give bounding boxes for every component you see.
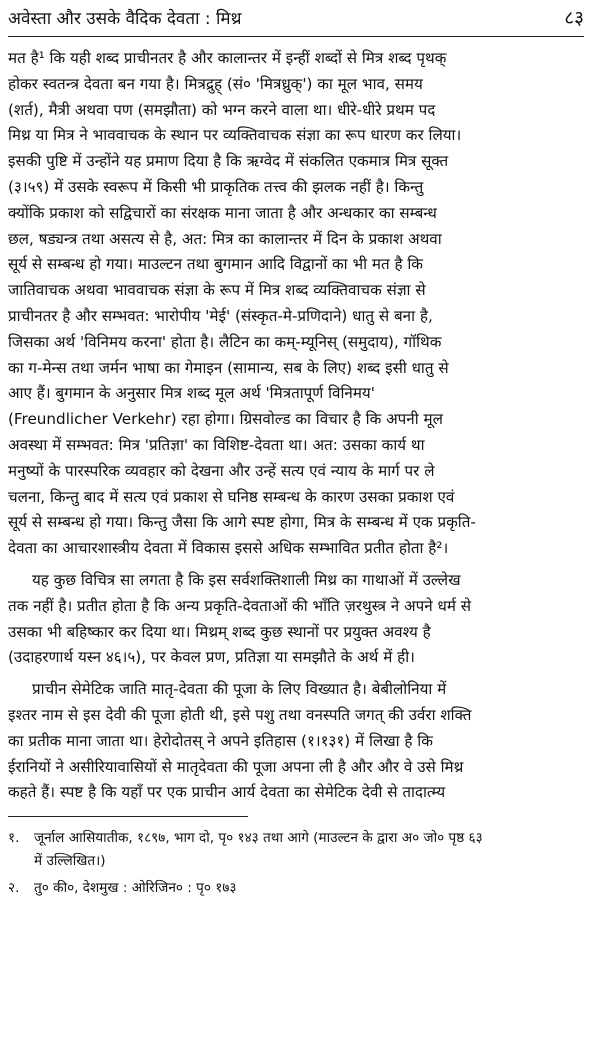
page-number: ८३: [564, 7, 584, 29]
text-line: मिथ्र या मित्र ने भाववाचक के स्थान पर व्यक्तिवाचक संज्ञा का रूप धारण कर लिया।: [8, 126, 462, 145]
text-line: यह कुछ विचित्र सा लगता है कि इस सर्वशक्तिशाली मिथ्र का गाथाओं में उल्लेख: [32, 570, 461, 589]
footnote-line: में उल्लिखित।): [34, 853, 106, 870]
footnote-separator: [8, 816, 248, 817]
text-line: प्राचीन सेमेटिक जाति मातृ-देवता की पूजा के लिए विख्यात है। बेबीलोनिया में: [32, 680, 447, 699]
footnote-number: २.: [8, 880, 20, 897]
text-line: इश्तर नाम से इस देवी की पूजा होती थी, इसे पशु तथा वनस्पति जगत् की उर्वरा शक्ति: [8, 705, 472, 724]
text-line: इसकी पुष्टि में उन्होंने यह प्रमाण दिया है कि ऋग्वेद में संकलित एकमात्र मित्र सूक्त: [8, 152, 449, 171]
paragraph-3: [8, 677, 584, 806]
paragraph-1: [8, 46, 584, 562]
text-line: मनुष्यों के पारस्परिक व्यवहार को देखना और उन्हें सत्य एवं न्याय के मार्ग पर ले: [8, 461, 435, 480]
text-line: सूर्य से सम्बन्ध हो गया। किन्तु जैसा कि आगे स्पष्ट होगा, मित्र के सम्बन्ध में एक प्रकृति-: [8, 513, 476, 532]
text-line: (३।५९) में उसके स्वरूप में किसी भी प्राकृतिक तत्त्व की झलक नहीं है। किन्तु: [8, 177, 424, 196]
text-line: तक नहीं है। प्रतीत होता है कि अन्य प्रकृति-देवताओं की भाँति ज़रथुस्त्र ने अपने धर्म से: [8, 596, 472, 615]
text-line: चलना, किन्तु बाद में सत्य एवं प्रकाश से घनिष्ठ सम्बन्ध के कारण उसका प्रकाश एवं: [8, 487, 455, 506]
text-line: प्राचीनतर है और सम्भवत: भारोपीय 'मेई' (संस्कृत-मे-प्रणिदाने) धातु से बना है,: [8, 306, 433, 325]
text-line: (Freundlicher Verkehr) रहा होगा। ग्रिसवोल्ड का विचार है कि अपनी मूल: [8, 410, 443, 429]
footnote-2: [8, 877, 584, 900]
text-line: ईरानियों ने असीरियावासियों से मातृदेवता की पूजा अपना ली है और और वे उसे मिथ्र: [8, 757, 464, 776]
footnote-1: [8, 827, 584, 873]
text-line: (उदाहरणार्थ यस्न ४६।५), पर केवल प्रण, प्रतिज्ञा या समझौते के अर्थ में ही।: [8, 648, 415, 667]
text-line: आए हैं। बुगमान के अनुसार मित्र शब्द मूल अर्थ 'मित्रतापूर्ण विनिमय': [8, 384, 375, 403]
text-line: अवस्था में सम्भवत: मित्र 'प्रतिज्ञा' का विशिष्ट-देवता था। अत: उसका कार्य था: [8, 435, 425, 454]
text-line: होकर स्वतन्त्र देवता बन गया है। मित्रद्रुह् (सं० 'मित्रध्रुक्') का मूल भाव, समय: [8, 74, 423, 93]
text-line: देवता का आचारशास्त्रीय देवता में विकास इससे अधिक सम्भावित प्रतीत होता है²।: [8, 539, 449, 558]
text-line: छल, षड्यन्त्र तथा असत्य से है, अत: मित्र का कालान्तर में दिन के प्रकाश अथवा: [8, 229, 442, 248]
text-line: जातिवाचक अथवा भाववाचक संज्ञा के रूप में मित्र शब्द व्यक्तिवाचक संज्ञा से: [8, 281, 426, 300]
text-line: मत है¹ कि यही शब्द प्राचीनतर है और कालान्तर में इन्हीं शब्दों से मित्र शब्द पृथक्: [8, 49, 447, 67]
text-line: कहते हैं। स्पष्ट है कि यहाँ पर एक प्राचीन आर्य देवता का सेमेटिक देवी से तादात्म्य: [8, 783, 446, 802]
text-line: का प्रतीक माना जाता था। हेरोदोतस् ने अपने इतिहास (१।१३१) में लिखा है कि: [8, 731, 433, 750]
text-line: क्योंकि प्रकाश को सद्विचारों का संरक्षक माना जाता है और अन्धकार का सम्बन्ध: [8, 203, 437, 222]
text-line: सूर्य से सम्बन्ध हो गया। माउल्टन तथा बुगमान आदि विद्वानों का भी मत है कि: [8, 255, 423, 274]
text-line: (शर्त), मैत्री अथवा पण (समझौता) को भग्न करने वाला था। धीरे-धीरे प्रथम पद: [8, 100, 436, 119]
footnote-text: [34, 827, 584, 873]
paragraph-2: [8, 568, 584, 671]
running-header: [8, 4, 584, 37]
footnote-line: जूर्नाल आसियातीक, १८९७, भाग दो, पृ० १४३ तथा आगे (माउल्टन के द्वारा अ० जो० पृष्ठ ६३: [34, 830, 483, 847]
footnote-text: [34, 877, 584, 900]
text-line: उसका भी बहिष्कार कर दिया था। मिथ्रम् शब्द कुछ स्थानों पर प्रयुक्त अवश्य है: [8, 622, 431, 641]
text-line: जिसका अर्थ 'विनिमय करना' होता है। लैटिन का कम्-म्यूनिस् (समुदाय), गॉथिक: [8, 332, 442, 351]
running-title: अवेस्ता और उसके वैदिक देवता : मिथ्र: [8, 9, 242, 29]
footnote-number: १.: [8, 830, 20, 847]
footnote-line: तु० की०, देशमुख : ओरिजिन० : पृ० १७३: [34, 880, 237, 897]
text-line: का ग-मेन्स तथा जर्मन भाषा का गेमाइन (सामान्य, सब के लिए) शब्द इसी धातु से: [8, 358, 449, 377]
